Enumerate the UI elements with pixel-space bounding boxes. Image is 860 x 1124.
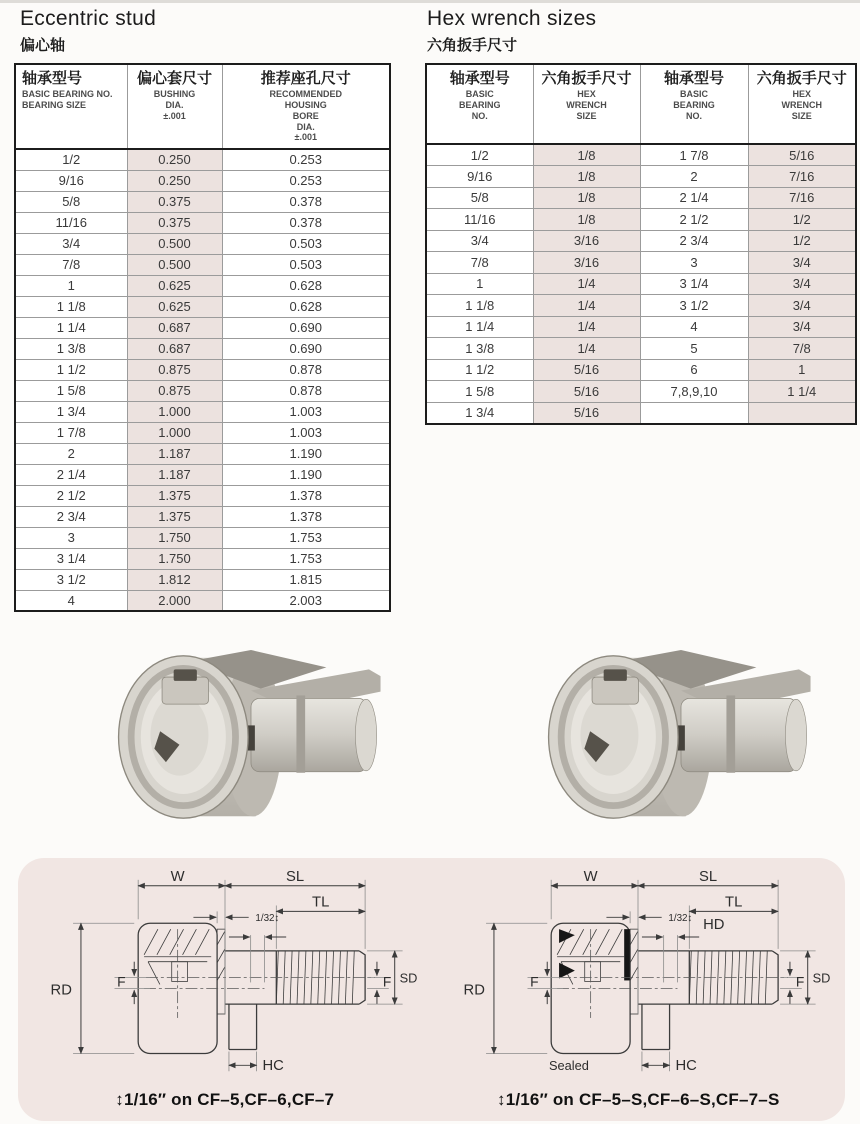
table-cell: 1 1/8 xyxy=(15,296,127,317)
table-row xyxy=(426,338,856,360)
table-cell xyxy=(640,402,748,424)
table-cell: 1.190 xyxy=(222,443,390,464)
table-row xyxy=(15,548,390,569)
table-cell: 0.503 xyxy=(222,233,390,254)
diagram-caption-cf: ↕1/16″ on CF–5,CF–6,CF–7 xyxy=(115,1090,335,1109)
table-cell: 3/4 xyxy=(748,295,856,317)
column-header xyxy=(748,64,856,144)
dim-label-rd: RD xyxy=(50,982,72,999)
table-cell: 1.753 xyxy=(222,527,390,548)
table-row xyxy=(15,275,390,296)
dim-label-w: W xyxy=(583,868,598,885)
table-cell: 3/4 xyxy=(426,230,533,252)
table-row xyxy=(15,212,390,233)
table-cell: 1 7/8 xyxy=(640,144,748,166)
table-cell: 3 1/4 xyxy=(640,273,748,295)
table-cell: 1.753 xyxy=(222,548,390,569)
table-cell: 9/16 xyxy=(426,166,533,188)
table-cell: 1 5/8 xyxy=(15,380,127,401)
hex-wrench-section-header xyxy=(427,7,596,55)
dim-label-sl: SL xyxy=(285,868,304,885)
column-header-en: NO. xyxy=(685,110,702,121)
table-cell: 0.375 xyxy=(127,212,222,233)
dim-label-f-left: F xyxy=(116,973,126,990)
table-cell: 5/16 xyxy=(533,402,640,424)
table-cell: 1 3/8 xyxy=(426,338,533,360)
table-cell: 1.375 xyxy=(127,506,222,527)
table-cell: 11/16 xyxy=(426,209,533,231)
table-row xyxy=(15,380,390,401)
table-cell: 1 1/2 xyxy=(15,359,127,380)
table-row xyxy=(15,569,390,590)
table-row xyxy=(15,401,390,422)
table-cell: 0.253 xyxy=(222,149,390,170)
dim-label-f-left: F xyxy=(530,973,539,990)
table-cell: 1 xyxy=(426,273,533,295)
table-cell: 5 xyxy=(640,338,748,360)
dim-label-hc: HC xyxy=(675,1058,698,1075)
table-cell: 1/8 xyxy=(533,144,640,166)
diagram-block-cf xyxy=(18,858,432,1121)
column-header-cn: 六角扳手尺寸 xyxy=(756,70,847,87)
table-cell: 0.250 xyxy=(127,170,222,191)
table-cell: 3 1/2 xyxy=(15,569,127,590)
table-cell xyxy=(748,402,856,424)
column-header-en: BASIC BEARING NO. xyxy=(22,89,113,100)
column-header-en: ±.001 xyxy=(294,132,317,143)
table-row xyxy=(15,149,390,170)
table-cell: 0.875 xyxy=(127,380,222,401)
section-title: Eccentric stud xyxy=(20,7,157,30)
table-cell: 6 xyxy=(640,359,748,381)
dim-label-f-right: F xyxy=(382,973,392,990)
table-cell: 1/2 xyxy=(426,144,533,166)
column-header-en: ±.001 xyxy=(163,110,186,121)
dim-label-f-right: F xyxy=(796,973,805,990)
table-cell: 1 3/4 xyxy=(426,402,533,424)
table-cell: 0.625 xyxy=(127,275,222,296)
table-row xyxy=(15,191,390,212)
dim-label-sd: SD xyxy=(399,970,418,986)
dim-label-tl: TL xyxy=(311,894,330,911)
table-row xyxy=(15,317,390,338)
table-cell: 1 7/8 xyxy=(15,422,127,443)
table-cell: 5/16 xyxy=(748,144,856,166)
dim-label-hd: HD xyxy=(703,917,725,934)
table-cell: 0.875 xyxy=(127,359,222,380)
table-cell: 5/8 xyxy=(15,191,127,212)
table-cell: 1.000 xyxy=(127,401,222,422)
table-cell: 1 3/4 xyxy=(15,401,127,422)
table-cell: 1.187 xyxy=(127,443,222,464)
table-cell: 4 xyxy=(640,316,748,338)
table-cell: 0.628 xyxy=(222,275,390,296)
column-header-cn: 轴承型号 xyxy=(663,70,724,87)
table-cell: 1 3/8 xyxy=(15,338,127,359)
table-cell: 1.003 xyxy=(222,401,390,422)
column-header-en: WRENCH xyxy=(566,100,607,111)
column-header-en: BEARING xyxy=(673,100,715,111)
section-subtitle-cn: 偏心轴 xyxy=(20,37,66,54)
table-cell: 3/16 xyxy=(533,252,640,274)
column-header xyxy=(15,64,127,149)
table-cell: 3 1/2 xyxy=(640,295,748,317)
table-cell: 1/2 xyxy=(748,230,856,252)
table-row xyxy=(426,187,856,209)
cutaway-photos-row xyxy=(0,639,860,844)
column-header-cn: 偏心套尺寸 xyxy=(136,70,212,87)
table-row xyxy=(15,443,390,464)
table-cell: 3 xyxy=(640,252,748,274)
table-cell: 1.812 xyxy=(127,569,222,590)
column-header-en: SIZE xyxy=(576,110,597,121)
dim-label-tl: TL xyxy=(725,894,743,911)
table-cell: 0.375 xyxy=(127,191,222,212)
table-cell: 1 1/4 xyxy=(426,316,533,338)
table-cell: 1 1/4 xyxy=(15,317,127,338)
table-cell: 7,8,9,10 xyxy=(640,381,748,403)
table-cell: 0.690 xyxy=(222,338,390,359)
table-cell: 2.000 xyxy=(127,590,222,611)
table-cell: 7/16 xyxy=(748,187,856,209)
table-cell: 1.378 xyxy=(222,506,390,527)
part-outline xyxy=(138,923,375,1053)
table-cell: 0.253 xyxy=(222,170,390,191)
table-row xyxy=(426,402,856,424)
table-row xyxy=(426,166,856,188)
table-cell: 1/4 xyxy=(533,295,640,317)
dim-label-hc: HC xyxy=(262,1058,284,1075)
table-row xyxy=(15,296,390,317)
table-row xyxy=(15,254,390,275)
column-header-en: RECOMMENDED xyxy=(269,89,342,100)
table-cell: 2 1/4 xyxy=(640,187,748,209)
table-cell: 7/8 xyxy=(748,338,856,360)
table-cell: 11/16 xyxy=(15,212,127,233)
table-cell: 2 xyxy=(640,166,748,188)
table-cell: 1 5/8 xyxy=(426,381,533,403)
table-row xyxy=(15,422,390,443)
table-cell: 1/8 xyxy=(533,166,640,188)
table-cell: 2.003 xyxy=(222,590,390,611)
column-header xyxy=(533,64,640,144)
table-cell: 1.187 xyxy=(127,464,222,485)
table-cell: 3/16 xyxy=(533,230,640,252)
column-header xyxy=(640,64,748,144)
table-cell: 0.878 xyxy=(222,359,390,380)
table-cell: 2 xyxy=(15,443,127,464)
table-row xyxy=(15,485,390,506)
column-header xyxy=(426,64,533,144)
table-cell: 1.000 xyxy=(127,422,222,443)
table-row xyxy=(15,506,390,527)
column-header-en: HEX xyxy=(577,89,596,100)
table-cell: 1 1/2 xyxy=(426,359,533,381)
column-header-cn: 推荐座孔尺寸 xyxy=(260,70,351,87)
column-header-cn: 六角扳手尺寸 xyxy=(541,70,632,87)
table-cell: 0.687 xyxy=(127,317,222,338)
table-cell: 3/4 xyxy=(748,316,856,338)
cam-follower-cutaway-photo-left xyxy=(106,639,396,835)
column-header-en: BEARING SIZE xyxy=(22,100,87,111)
table-cell: 0.690 xyxy=(222,317,390,338)
dim-label-rd: RD xyxy=(463,982,486,999)
column-header-en: BUSHING xyxy=(153,89,196,100)
table-row xyxy=(426,316,856,338)
table-cell: 1/8 xyxy=(533,209,640,231)
column-header-en: BORE xyxy=(292,110,319,121)
table-row xyxy=(15,170,390,191)
table-row xyxy=(15,338,390,359)
table-cell: 1.815 xyxy=(222,569,390,590)
table-cell: 3 xyxy=(15,527,127,548)
table-cell: 0.687 xyxy=(127,338,222,359)
table-row xyxy=(15,464,390,485)
column-header-cn: 轴承型号 xyxy=(22,70,83,87)
table-cell: 2 1/2 xyxy=(640,209,748,231)
table-cell: 0.250 xyxy=(127,149,222,170)
column-header-cn: 轴承型号 xyxy=(449,70,510,87)
table-cell: 3/4 xyxy=(748,252,856,274)
table-cell: 5/16 xyxy=(533,359,640,381)
table-cell: 5/8 xyxy=(426,187,533,209)
table-cell: 1/4 xyxy=(533,338,640,360)
dimension-diagram-panel xyxy=(18,858,845,1121)
eccentric-stud-section-header xyxy=(20,7,156,55)
table-row xyxy=(15,233,390,254)
table-row xyxy=(426,252,856,274)
table-cell: 1/8 xyxy=(533,187,640,209)
table-cell: 0.628 xyxy=(222,296,390,317)
diagram-caption-cf-s: ↕1/16″ on CF–5–S,CF–6–S,CF–7–S xyxy=(497,1090,780,1109)
table-cell: 2 1/2 xyxy=(15,485,127,506)
column-header xyxy=(127,64,222,149)
table-row xyxy=(426,230,856,252)
table-cell: 1.003 xyxy=(222,422,390,443)
table-row xyxy=(426,273,856,295)
table-row xyxy=(426,381,856,403)
table-cell: 1.375 xyxy=(127,485,222,506)
column-header xyxy=(222,64,390,149)
column-header-en: BASIC xyxy=(679,89,708,100)
table-cell: 0.625 xyxy=(127,296,222,317)
column-header-en: DIA. xyxy=(296,121,315,132)
table-cell: 1.750 xyxy=(127,527,222,548)
sealed-label: Sealed xyxy=(549,1058,590,1074)
table-cell: 4 xyxy=(15,590,127,611)
dim-label-w: W xyxy=(170,868,185,885)
hex-wrench-size-table xyxy=(425,63,857,425)
dimensions xyxy=(50,869,417,1074)
column-header-en: HEX xyxy=(792,89,811,100)
table-cell: 3/4 xyxy=(15,233,127,254)
table-cell: 1 1/8 xyxy=(426,295,533,317)
column-header-en: BASIC xyxy=(465,89,494,100)
table-cell: 7/8 xyxy=(15,254,127,275)
table-cell: 0.878 xyxy=(222,380,390,401)
column-header-en: DIA. xyxy=(165,100,184,111)
table-row xyxy=(426,209,856,231)
dim-label-offset: 1/32↕ xyxy=(668,913,693,925)
dim-label-sl: SL xyxy=(699,868,718,885)
table-cell: 2 1/4 xyxy=(15,464,127,485)
table-row xyxy=(426,359,856,381)
table-cell: 2 3/4 xyxy=(640,230,748,252)
dimensions xyxy=(464,869,831,1074)
table-cell: 7/16 xyxy=(748,166,856,188)
table-cell: 1.378 xyxy=(222,485,390,506)
section-title: Hex wrench sizes xyxy=(427,7,597,30)
table-cell: 0.500 xyxy=(127,233,222,254)
table-cell: 3/4 xyxy=(748,273,856,295)
table-cell: 1/4 xyxy=(533,316,640,338)
table-cell: 0.378 xyxy=(222,212,390,233)
diagram-block-cf-s xyxy=(432,858,846,1121)
table-cell: 0.503 xyxy=(222,254,390,275)
table-cell: 9/16 xyxy=(15,170,127,191)
table-row xyxy=(426,144,856,166)
cam-follower-cutaway-photo-right xyxy=(536,639,826,835)
table-row xyxy=(426,295,856,317)
table-cell: 1/4 xyxy=(533,273,640,295)
table-cell: 1 xyxy=(15,275,127,296)
column-header-en: SIZE xyxy=(791,110,812,121)
table-row xyxy=(15,527,390,548)
column-header-en: BEARING xyxy=(458,100,501,111)
table-cell: 7/8 xyxy=(426,252,533,274)
table-cell: 1.190 xyxy=(222,464,390,485)
table-cell: 2 3/4 xyxy=(15,506,127,527)
dim-label-sd: SD xyxy=(812,970,831,986)
column-header-en: NO. xyxy=(471,110,488,121)
table-row xyxy=(15,359,390,380)
table-cell: 0.500 xyxy=(127,254,222,275)
column-header-en: WRENCH xyxy=(781,100,822,111)
eccentric-stud-table xyxy=(14,63,391,612)
column-header-en: HOUSING xyxy=(284,100,327,111)
table-cell: 1/2 xyxy=(748,209,856,231)
table-cell: 1.750 xyxy=(127,548,222,569)
cf-s-dimension-drawing xyxy=(438,866,838,1088)
part-outline xyxy=(551,923,788,1053)
cf-dimension-drawing xyxy=(25,866,425,1088)
table-row xyxy=(15,590,390,611)
section-subtitle-cn: 六角扳手尺寸 xyxy=(427,37,518,54)
table-cell: 0.378 xyxy=(222,191,390,212)
table-cell: 1 1/4 xyxy=(748,381,856,403)
table-cell: 5/16 xyxy=(533,381,640,403)
dim-label-offset: 1/32↕ xyxy=(255,913,280,925)
table-cell: 1 xyxy=(748,359,856,381)
table-cell: 1/2 xyxy=(15,149,127,170)
table-cell: 3 1/4 xyxy=(15,548,127,569)
